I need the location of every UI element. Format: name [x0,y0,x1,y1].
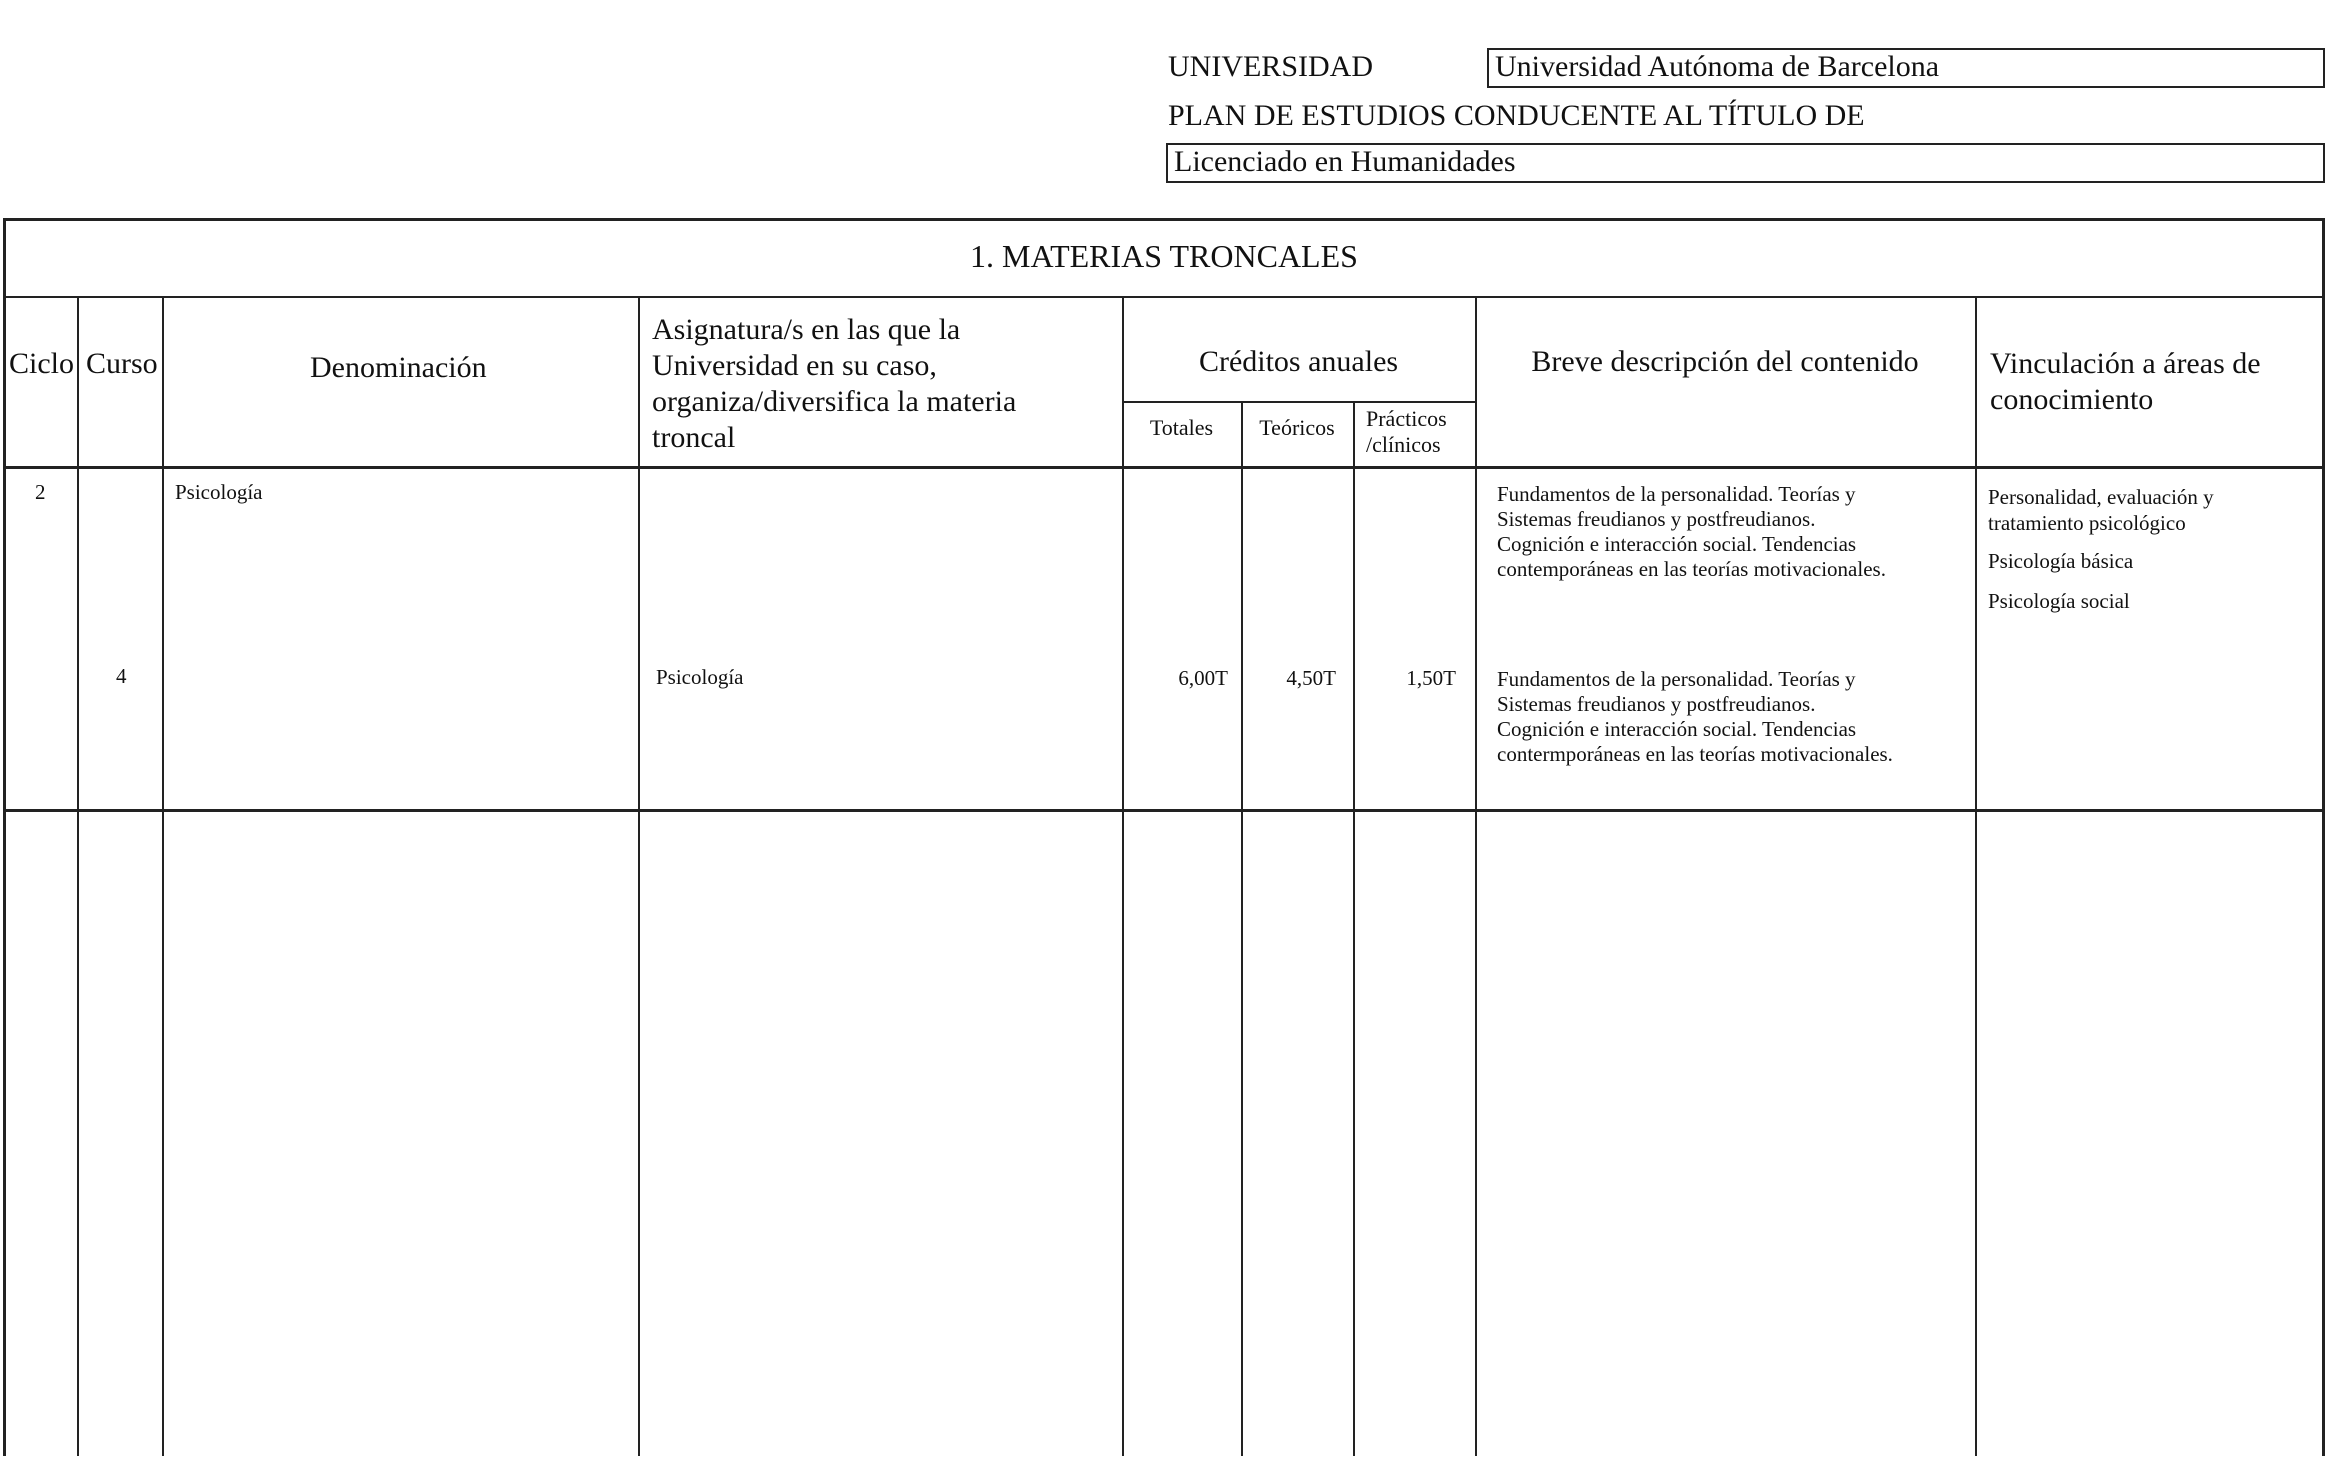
col-header-asignatura-line: Asignatura/s en las que la [652,313,961,346]
vinculacion-line: Psicología social [1988,589,2130,613]
universidad-label: UNIVERSIDAD [1168,50,1373,83]
col-header-practicos-line: Prácticos [1366,406,1447,431]
col-header-practicos-line: /clínicos [1366,432,1441,457]
col-header-asignatura-line: Universidad en su caso, [652,349,937,382]
col-header-asignatura [652,312,1016,456]
row-divider [3,809,2325,812]
col-divider [162,296,164,1456]
plan-label: PLAN DE ESTUDIOS CONDUCENTE AL TÍTULO DE [1168,99,1865,132]
col-divider [1241,402,1243,1456]
titulo-value-field: Licenciado en Humanidades [1166,143,2325,183]
col-header-teoricos: Teóricos [1259,415,1335,440]
cell-vinculacion [1988,484,2214,614]
cell-practicos: 1,50T [1406,666,1456,690]
col-header-practicos [1366,406,1447,458]
descripcion-line: Sistemas freudianos y postfreudianos. [1497,507,1816,531]
col-divider [1122,296,1124,1456]
col-divider [638,296,640,1456]
descripcion-line: Fundamentos de la personalidad. Teorías y [1497,482,1856,506]
col-divider [77,296,79,1456]
cell-descripcion [1497,482,1886,582]
vinculacion-line: Psicología básica [1988,549,2134,573]
vinculacion-line: tratamiento psicológico [1988,511,2186,535]
cell-ciclo: 2 [35,480,46,504]
col-header-creditos: Créditos anuales [1198,345,1399,378]
col-header-asignatura-line: troncal [652,421,736,454]
cell-descripcion [1497,667,1893,767]
col-header-ciclo: Ciclo [9,347,74,380]
col-divider [1475,296,1477,1456]
universidad-value-field: Universidad Autónoma de Barcelona [1487,48,2325,88]
table-title: 1. MATERIAS TRONCALES [970,238,1358,274]
cell-totales: 6,00T [1178,666,1228,690]
cell-denominacion: Psicología [175,480,263,504]
col-header-denominacion: Denominación [310,351,487,384]
col-header-vinculacion-line: Vinculación a áreas de [1990,347,2261,380]
creditos-subheader-divider [1122,401,1475,403]
col-divider [1353,402,1355,1456]
col-header-asignatura-line: organiza/diversifica la materia [652,385,1017,418]
descripcion-line: Cognición e interacción social. Tendencias [1497,532,1857,556]
cell-curso: 4 [116,664,127,688]
descripcion-line: Cognición e interacción social. Tendencias [1497,717,1857,741]
col-header-vinculacion [1990,346,2261,418]
descripcion-line: Sistemas freudianos y postfreudianos. [1497,692,1816,716]
col-header-totales: Totales [1149,415,1214,440]
cell-teoricos: 4,50T [1286,666,1336,690]
cell-asignatura: Psicología [656,665,744,689]
descripcion-line: contemporáneas en las teorías motivacionales. [1497,557,1886,581]
col-divider [1975,296,1977,1456]
vinculacion-line: Personalidad, evaluación y [1988,485,2214,509]
col-header-curso: Curso [86,347,158,380]
col-header-vinculacion-line: conocimiento [1990,383,2154,416]
header-bottom-divider [3,466,2325,469]
descripcion-line: contermporáneas en las teorías motivacionales. [1497,742,1893,766]
descripcion-line: Fundamentos de la personalidad. Teorías y [1497,667,1856,691]
col-header-descripcion: Breve descripción del contenido [1531,345,1919,378]
